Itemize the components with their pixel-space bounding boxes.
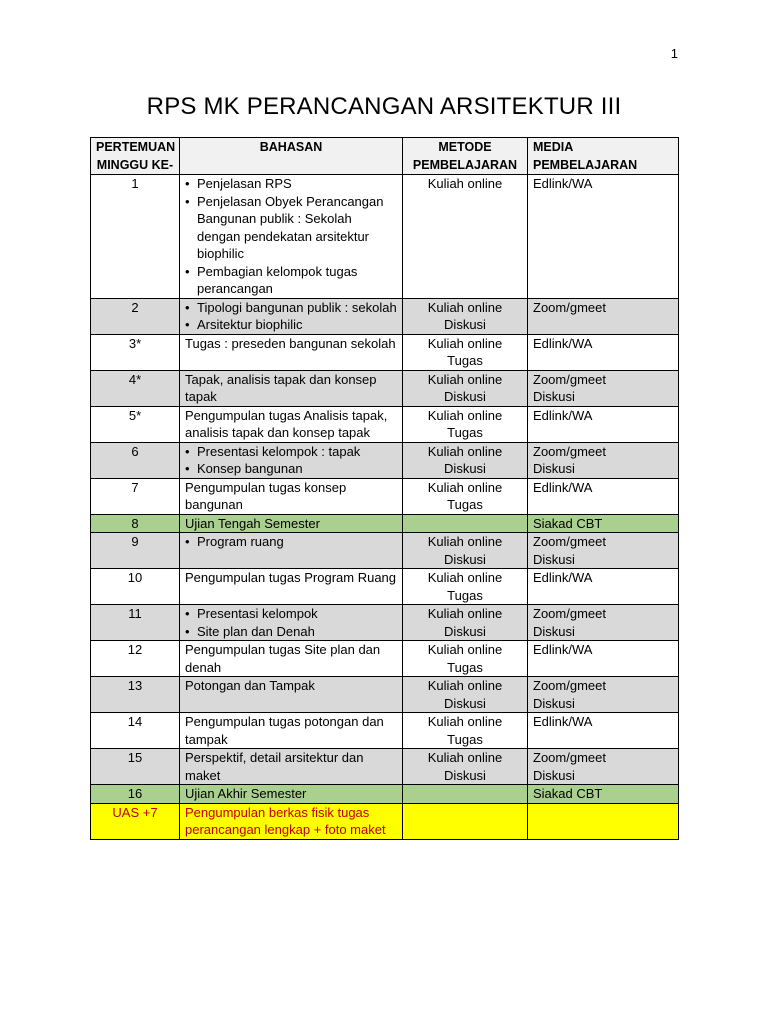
topic-cell: Perspektif, detail arsitektur dan maket (180, 749, 403, 785)
topic-cell (180, 175, 403, 299)
table-row (91, 641, 679, 677)
week-cell: 8 (91, 514, 180, 533)
table-row (91, 514, 679, 533)
media-cell (528, 334, 679, 370)
topic-bullet-list (185, 533, 397, 551)
topic-bullet-item: • Presentasi kelompok : tapak (185, 443, 397, 461)
method-cell (403, 175, 528, 299)
method-cell (403, 803, 528, 839)
topic-bullet-list (185, 443, 397, 478)
media-line: Edlink/WA (533, 714, 593, 729)
media-cell (528, 298, 679, 334)
method-line: Kuliah online (427, 534, 503, 549)
topic-cell (180, 605, 403, 641)
table-row (91, 370, 679, 406)
media-line: Edlink/WA (533, 642, 593, 657)
topic-bullet-list (185, 605, 397, 640)
media-cell (528, 533, 679, 569)
media-line: Edlink/WA (533, 479, 593, 495)
method-line: Kuliah online (427, 750, 503, 765)
media-line: Diskusi (533, 461, 575, 476)
method-line: Tugas (447, 497, 483, 512)
topic-cell: Pengumpulan tugas potongan dan tampak (180, 713, 403, 749)
topic-cell: Ujian Tengah Semester (180, 514, 403, 533)
media-line: Zoom/gmeet (533, 750, 606, 765)
method-cell (403, 677, 528, 713)
table-row (91, 533, 679, 569)
topic-cell: Tugas : preseden bangunan sekolah (180, 334, 403, 370)
method-line: Diskusi (444, 551, 486, 567)
header-topic: BAHASAN (180, 138, 403, 175)
topic-bullet-item: • Penjelasan Obyek Perancangan Bangunan publik : Sekolah dengan pendekatan arsitektur biophilic (185, 193, 397, 263)
header-method (403, 138, 528, 175)
table-row (91, 677, 679, 713)
week-cell: 7 (91, 478, 180, 514)
method-cell (403, 569, 528, 605)
method-cell (403, 605, 528, 641)
method-line: Diskusi (444, 317, 486, 332)
topic-cell: Pengumpulan tugas Program Ruang (180, 569, 403, 605)
media-cell (528, 569, 679, 605)
method-line: Kuliah online (427, 335, 503, 351)
media-cell (528, 785, 679, 804)
method-line: Diskusi (444, 389, 486, 404)
week-cell: 1 (91, 175, 180, 299)
topic-bullet-item: • Konsep bangunan (185, 460, 397, 478)
topic-bullet-item: • Pembagian kelompok tugas perancangan (185, 263, 397, 298)
media-cell (528, 749, 679, 785)
method-cell (403, 370, 528, 406)
method-line: Tugas (447, 587, 483, 603)
media-cell (528, 370, 679, 406)
method-line: Tugas (447, 425, 483, 440)
topic-bullet-item: • Penjelasan RPS (185, 175, 397, 193)
topic-bullet-item: • Tipologi bangunan publik : sekolah (185, 299, 397, 317)
rps-table (90, 137, 679, 840)
media-line: Diskusi (533, 389, 575, 404)
table-row (91, 803, 679, 839)
topic-bullet-list (185, 299, 397, 334)
method-line: Kuliah online (427, 443, 503, 459)
topic-bullet-item: • Program ruang (185, 533, 397, 551)
table-header-row (91, 138, 679, 175)
week-cell: 14 (91, 713, 180, 749)
method-cell (403, 533, 528, 569)
method-cell (403, 749, 528, 785)
table-row (91, 713, 679, 749)
week-cell: 2 (91, 298, 180, 334)
method-line: Kuliah online (427, 606, 503, 621)
media-line: Siakad CBT (533, 515, 603, 531)
table-row (91, 406, 679, 442)
media-line: Diskusi (533, 767, 575, 783)
method-line: Kuliah online (427, 407, 503, 423)
media-cell (528, 442, 679, 478)
topic-cell (180, 442, 403, 478)
topic-cell: Pengumpulan tugas konsep bangunan (180, 478, 403, 514)
method-line: Kuliah online (427, 678, 503, 693)
week-cell: 4* (91, 370, 180, 406)
topic-cell: Ujian Akhir Semester (180, 785, 403, 804)
week-cell: 16 (91, 785, 180, 804)
media-line: Diskusi (533, 695, 575, 711)
week-cell: 10 (91, 569, 180, 605)
media-line: Edlink/WA (533, 570, 593, 585)
media-line: Zoom/gmeet (533, 443, 606, 459)
method-cell (403, 785, 528, 804)
media-cell (528, 478, 679, 514)
method-cell (403, 713, 528, 749)
method-line: Kuliah online (427, 299, 503, 315)
method-line: Kuliah online (427, 570, 503, 585)
topic-cell: Pengumpulan berkas fisik tugas perancangan lengkap + foto maket (180, 803, 403, 839)
method-cell (403, 298, 528, 334)
topic-cell: Pengumpulan tugas Analisis tapak, analisis tapak dan konsep tapak (180, 406, 403, 442)
method-cell (403, 478, 528, 514)
table-row (91, 569, 679, 605)
topic-cell: Pengumpulan tugas Site plan dan denah (180, 641, 403, 677)
week-cell: 5* (91, 406, 180, 442)
media-line: Zoom/gmeet (533, 678, 606, 693)
week-cell: 11 (91, 605, 180, 641)
table-row (91, 749, 679, 785)
topic-cell: Tapak, analisis tapak dan konsep tapak (180, 370, 403, 406)
topic-bullet-list (185, 175, 397, 298)
media-line: Edlink/WA (533, 407, 593, 423)
topic-bullet-item: • Site plan dan Denah (185, 623, 397, 641)
method-line: Kuliah online (427, 176, 503, 191)
method-line: Diskusi (444, 461, 486, 476)
week-cell: 9 (91, 533, 180, 569)
topic-cell (180, 298, 403, 334)
method-cell (403, 406, 528, 442)
media-line: Zoom/gmeet (533, 299, 606, 315)
week-cell: UAS +7 (91, 803, 180, 839)
table-row (91, 175, 679, 299)
week-cell: 6 (91, 442, 180, 478)
table-row (91, 442, 679, 478)
method-line: Diskusi (444, 767, 486, 783)
table-row (91, 334, 679, 370)
header-method-line: PEMBELAJARAN (412, 157, 518, 172)
method-line: Kuliah online (427, 714, 503, 729)
media-cell (528, 514, 679, 533)
topic-cell: Potongan dan Tampak (180, 677, 403, 713)
method-cell (403, 334, 528, 370)
document-title: RPS MK PERANCANGAN ARSITEKTUR III (146, 93, 622, 120)
table-row (91, 605, 679, 641)
header-method-line: METODE (438, 140, 492, 154)
topic-cell (180, 533, 403, 569)
week-cell: 12 (91, 641, 180, 677)
method-cell (403, 514, 528, 533)
topic-bullet-item: • Arsitektur biophilic (185, 316, 397, 334)
week-cell: 13 (91, 677, 180, 713)
method-line: Diskusi (444, 623, 486, 639)
method-cell (403, 641, 528, 677)
media-line: Edlink/WA (533, 335, 593, 351)
header-week: PERTEMUAN MINGGU KE- (91, 138, 180, 175)
method-line: Tugas (447, 731, 483, 747)
media-line: Zoom/gmeet (533, 371, 606, 387)
media-line: Zoom/gmeet (533, 534, 606, 549)
media-line: Edlink/WA (533, 176, 593, 191)
media-cell (528, 641, 679, 677)
method-cell (403, 442, 528, 478)
media-cell (528, 803, 679, 839)
method-line: Tugas (447, 659, 483, 675)
table-row (91, 478, 679, 514)
topic-bullet-item: • Presentasi kelompok (185, 605, 397, 623)
media-line: Diskusi (533, 623, 575, 639)
media-cell (528, 713, 679, 749)
week-cell: 3* (91, 334, 180, 370)
media-cell (528, 677, 679, 713)
method-line: Kuliah online (427, 371, 503, 387)
media-line: Zoom/gmeet (533, 606, 606, 621)
method-line: Diskusi (444, 695, 486, 711)
media-cell (528, 605, 679, 641)
method-line: Kuliah online (427, 479, 503, 495)
table-row (91, 298, 679, 334)
media-line: Siakad CBT (533, 786, 603, 801)
media-line: Diskusi (533, 551, 575, 567)
week-cell: 15 (91, 749, 180, 785)
method-line: Kuliah online (427, 642, 503, 657)
media-cell (528, 406, 679, 442)
table-row (91, 785, 679, 804)
page-number: 1 (670, 46, 678, 61)
media-cell (528, 175, 679, 299)
method-line: Tugas (447, 353, 483, 368)
header-media: MEDIA PEMBELAJARAN (528, 138, 679, 175)
